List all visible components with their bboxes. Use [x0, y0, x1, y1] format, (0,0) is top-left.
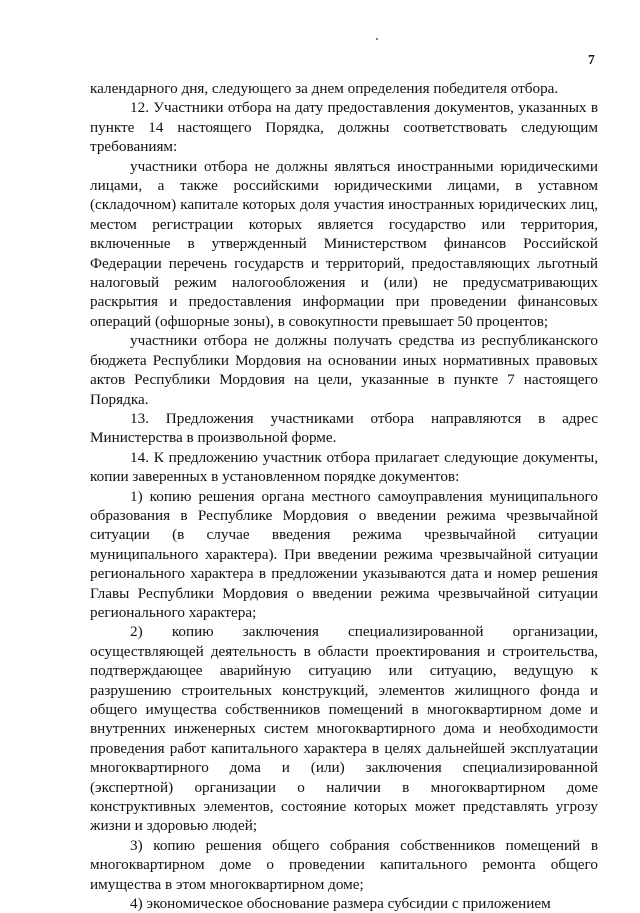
paragraph-doc-2: 2) копию заключения специализированной организации, осуществляющей деятельность в области проектирования и строительства, подтверждающее аварийную ситуацию или ситуацию, ведущую к разрушению строительных конструкций, элементов жилищного фонда и общего имущества собственников помещений в многоквартирном доме и внутренних инженерных систем многоквартирного дома и необходимости проведения работ капитального характера в целях дальнейшей эксплуатации многоквартирного дома и (или) заключения специализированной (экспертной) организации о наличии в многоквартирном доме конструктивных элементов, состояние которых может представлять угрозу жизни и здоровью людей;	[90, 623, 598, 835]
paragraph-doc-3: 3) копию решения общего собрания собственников помещений в многоквартирном доме о проведении капитального ремонта общего имущества в этом многоквартирном доме;	[90, 836, 598, 893]
paragraph-item-13: 13. Предложения участниками отбора направляются в адрес Министерства в произвольной форме.	[90, 409, 598, 447]
paragraph-requirement-2: участники отбора не должны получать средства из республиканского бюджета Республики Мордовия на основании иных нормативных правовых актов Республики Мордовия на цели, указанные в пункте 7 настоящего Порядка.	[90, 332, 598, 408]
document-body	[90, 79, 598, 913]
paragraph-requirement-1: участники отбора не должны являться иностранными юридическими лицами, а также российскими юридическими лицами, в уставном (складочном) капитале которых доля участия иностранных юридических лиц, местом регистрации которых является государство или территория, включенные в утвержденный Министерством финансов Российской Федерации перечень государств и территорий, предоставляющих льготный налоговый режим налогообложения и (или) не предусматривающих раскрытия и предоставления информации при проведении финансовых операций (офшорные зоны), в совокупности превышает 50 процентов;	[90, 157, 598, 330]
paragraph-doc-1: 1) копию решения органа местного самоуправления муниципального образования в Республике Мордовия о введении режима чрезвычайной ситуации (в случае введения режима чрезвычайной ситуации муниципального характера). При введении режима чрезвычайной ситуации регионального характера в предложении указываются дата и номер решения Главы Республики Мордовия о введении режима чрезвычайной ситуации регионального характера;	[90, 487, 598, 621]
paragraph-item-14: 14. К предложению участник отбора прилагает следующие документы, копии заверенных в установленном порядке документов:	[90, 448, 598, 486]
paragraph-item-12: 12. Участники отбора на дату предоставления документов, указанных в пункте 14 настоящего Порядка, должны соответствовать следующим требованиям:	[90, 99, 598, 156]
paragraph-continuation: календарного дня, следующего за днем определения победителя отбора.	[90, 80, 559, 97]
page-number: 7	[588, 52, 595, 67]
scan-speck	[376, 38, 378, 40]
paragraph-doc-4: 4) экономическое обоснование размера субсидии с приложением	[130, 895, 551, 913]
